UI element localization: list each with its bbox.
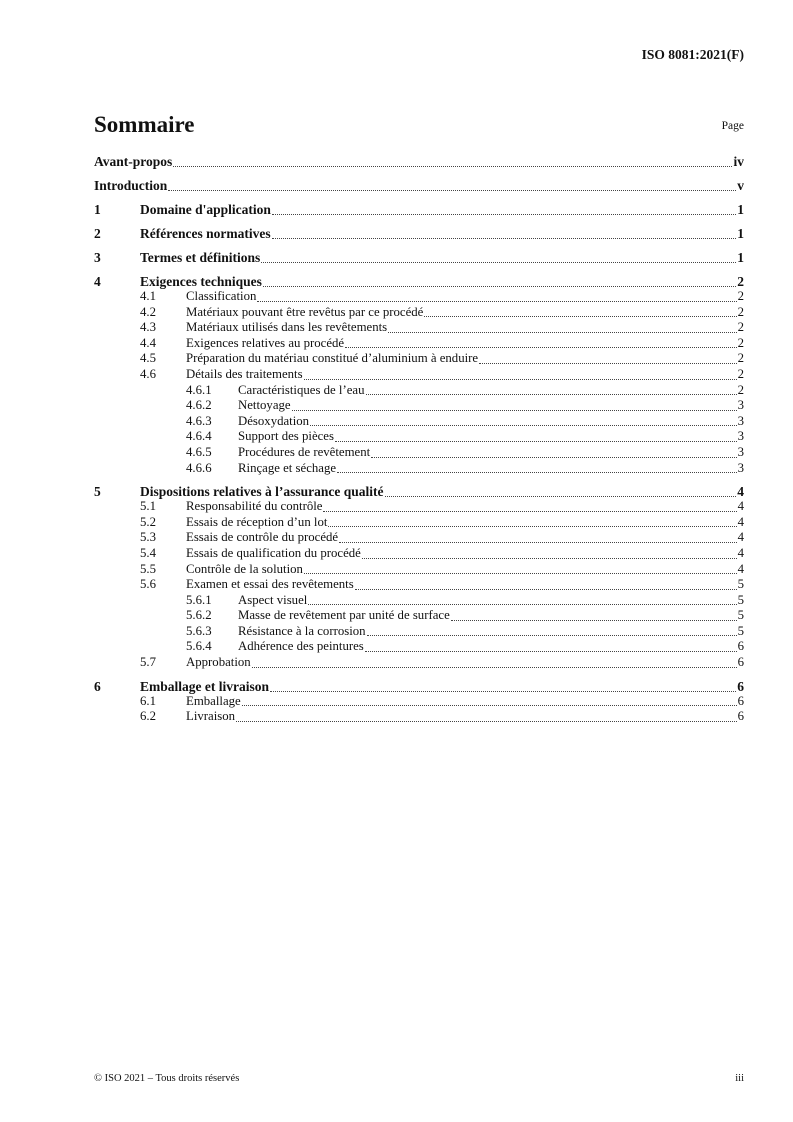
toc-entry-title: Responsabilité du contrôle xyxy=(186,499,323,514)
toc-entry[interactable] xyxy=(94,694,744,710)
dot-leader xyxy=(236,720,737,722)
toc-entry-page: 1 xyxy=(737,250,744,265)
toc-entry[interactable] xyxy=(94,266,744,290)
toc-entry-page: 4 xyxy=(737,484,744,500)
toc-entry-title: Emballage xyxy=(186,693,241,708)
dot-leader xyxy=(242,704,737,706)
document-id: ISO 8081:2021(F) xyxy=(641,47,744,62)
toc-entry[interactable] xyxy=(94,499,744,515)
dot-leader xyxy=(337,471,737,473)
toc-entry-number: 4.6 xyxy=(140,366,156,381)
toc-entry[interactable] xyxy=(94,461,744,477)
toc-entry-title: Rinçage et séchage xyxy=(238,460,337,475)
toc-entry-page: 4 xyxy=(737,561,744,576)
toc-entry[interactable] xyxy=(94,476,744,500)
toc-entry-page: 3 xyxy=(737,460,744,475)
toc-entry-page: 4 xyxy=(737,545,744,560)
dot-leader xyxy=(270,690,736,692)
footer-page-number: iii xyxy=(735,1073,744,1084)
dot-leader xyxy=(365,650,737,652)
dot-leader xyxy=(304,572,737,574)
toc-entry-number: 5.6 xyxy=(140,577,156,592)
dot-leader xyxy=(479,362,736,364)
toc-entry-page: 3 xyxy=(737,398,744,413)
toc-entry-page: 4 xyxy=(737,530,744,545)
toc-entry[interactable] xyxy=(94,639,744,655)
toc-entry-page: 2 xyxy=(737,366,744,381)
toc-entry-title: Désoxydation xyxy=(238,413,310,428)
toc-entry-title: Emballage et livraison xyxy=(140,678,269,694)
toc-entry-title: Matériaux pouvant être revêtus par ce procédé xyxy=(186,304,424,319)
toc-entry-page: 5 xyxy=(737,577,744,592)
toc-entry-page: 1 xyxy=(737,226,744,241)
toc-entry-title: Détails des traitements xyxy=(186,366,303,381)
toc-entry-title: Matériaux utilisés dans les revêtements xyxy=(186,320,388,335)
toc-entry-title: Références normatives xyxy=(140,226,271,241)
dot-leader xyxy=(261,261,736,263)
toc-entry-number: 4.1 xyxy=(140,289,156,303)
dot-leader xyxy=(304,378,737,380)
toc-entry[interactable] xyxy=(94,624,744,640)
toc-entry-page: 2 xyxy=(737,351,744,366)
toc-entry-number: 5.2 xyxy=(140,514,156,529)
dot-leader xyxy=(388,331,736,333)
toc-entry-page: 5 xyxy=(737,608,744,623)
dot-leader xyxy=(366,393,737,395)
toc-entry-title: Essais de contrôle du procédé xyxy=(186,530,339,545)
toc-entry-number: 5.3 xyxy=(140,530,156,545)
toc-entry-number: 2 xyxy=(94,226,101,241)
toc-entry-number: 4.6.3 xyxy=(186,413,212,428)
toc-entry-page: 2 xyxy=(737,304,744,319)
toc-entry[interactable] xyxy=(94,305,744,321)
dot-leader xyxy=(292,409,737,411)
toc-entry-page: 6 xyxy=(737,678,744,694)
toc-entry-page: 4 xyxy=(737,499,744,514)
toc-entry[interactable] xyxy=(94,218,744,242)
dot-leader xyxy=(263,285,736,287)
toc-entry-title: Introduction xyxy=(94,178,168,193)
toc-entry[interactable] xyxy=(94,530,744,546)
toc-entry-page: 1 xyxy=(737,202,744,217)
toc-entry-number: 5 xyxy=(94,484,101,500)
toc-entry-title: Dispositions relatives à l’assurance qualité xyxy=(140,484,384,500)
dot-leader xyxy=(272,213,736,215)
dot-leader xyxy=(385,495,737,497)
toc-entry-page: 2 xyxy=(737,274,744,289)
dot-leader xyxy=(168,189,736,191)
toc-entry-number: 4.5 xyxy=(140,351,156,366)
dot-leader xyxy=(173,165,732,167)
toc-entry-title: Livraison xyxy=(186,709,236,724)
toc-entry-title: Préparation du matériau constitué d’aluminium à enduire xyxy=(186,351,479,366)
toc-entry-title: Nettoyage xyxy=(238,398,291,413)
toc-entry-number: 5.1 xyxy=(140,499,156,514)
toc-entry-title: Approbation xyxy=(186,655,251,670)
dot-leader xyxy=(310,424,737,426)
dot-leader xyxy=(367,634,737,636)
toc-entry-number: 4.4 xyxy=(140,335,156,350)
toc-entry-page: 6 xyxy=(737,639,744,654)
toc-entry-title: Exigences relatives au procédé xyxy=(186,335,345,350)
toc-entry[interactable] xyxy=(94,398,744,414)
toc-entry-title: Aspect visuel xyxy=(238,592,308,607)
toc-entry-title: Résistance à la corrosion xyxy=(238,623,366,638)
toc-entry[interactable] xyxy=(94,351,744,367)
toc-entry-page: 6 xyxy=(737,709,744,724)
toc-entry-number: 4.6.1 xyxy=(186,382,212,397)
dot-leader xyxy=(362,557,737,559)
toc-entry-title: Essais de réception d’un lot xyxy=(186,514,328,529)
toc-entry[interactable] xyxy=(94,546,744,562)
toc-entry-page: 3 xyxy=(737,429,744,444)
dot-leader xyxy=(424,315,736,317)
dot-leader xyxy=(257,300,736,302)
toc-entry-page: 3 xyxy=(737,413,744,428)
toc-entry-title: Procédures de revêtement xyxy=(238,444,371,459)
toc-entry[interactable] xyxy=(94,289,744,305)
toc-entry-number: 5.4 xyxy=(140,545,156,560)
toc-entry-title: Support des pièces xyxy=(238,429,334,444)
dot-leader xyxy=(355,588,737,590)
toc-entry-number: 4 xyxy=(94,274,101,289)
dot-leader xyxy=(345,346,736,348)
toc-entry-number: 4.2 xyxy=(140,304,156,319)
table-of-contents xyxy=(94,153,744,725)
dot-leader xyxy=(339,541,737,543)
toc-entry[interactable] xyxy=(94,170,744,194)
toc-entry-number: 5.7 xyxy=(140,655,156,670)
toc-entry-page: iv xyxy=(733,154,744,169)
toc-entry-page: 3 xyxy=(737,444,744,459)
toc-entry[interactable] xyxy=(94,562,744,578)
toc-entry-number: 6.2 xyxy=(140,709,156,724)
dot-leader xyxy=(323,510,736,512)
toc-entry[interactable] xyxy=(94,367,744,383)
toc-entry[interactable] xyxy=(94,671,744,695)
toc-entry-number: 5.6.3 xyxy=(186,623,212,638)
toc-entry-page: 2 xyxy=(737,320,744,335)
toc-entry-page: 2 xyxy=(737,335,744,350)
toc-entry-page: 5 xyxy=(737,623,744,638)
toc-entry-title: Essais de qualification du procédé xyxy=(186,545,361,560)
dot-leader xyxy=(328,525,736,527)
toc-entry-number: 4.6.4 xyxy=(186,429,212,444)
toc-entry[interactable] xyxy=(94,709,744,725)
page-column-label: Page xyxy=(721,120,744,132)
toc-entry[interactable] xyxy=(94,515,744,531)
dot-leader xyxy=(252,666,737,668)
page-title: Sommaire xyxy=(94,112,195,137)
toc-entry-page: 6 xyxy=(737,693,744,708)
toc-entry-title: Termes et définitions xyxy=(140,250,261,265)
toc-entry[interactable] xyxy=(94,608,744,624)
toc-entry-number: 4.6.2 xyxy=(186,398,212,413)
toc-entry[interactable] xyxy=(94,153,744,170)
toc-entry[interactable] xyxy=(94,655,744,671)
toc-entry[interactable] xyxy=(94,320,744,336)
toc-entry-page: 2 xyxy=(737,382,744,397)
toc-entry-number: 5.6.2 xyxy=(186,608,212,623)
dot-leader xyxy=(371,456,736,458)
toc-entry-page: v xyxy=(737,178,744,193)
toc-entry-number: 1 xyxy=(94,202,101,217)
toc-entry-number: 5.5 xyxy=(140,561,156,576)
toc-entry-title: Classification xyxy=(186,289,257,303)
toc-entry[interactable] xyxy=(94,593,744,609)
toc-entry[interactable] xyxy=(94,445,744,461)
toc-entry[interactable] xyxy=(94,429,744,445)
footer-copyright: © ISO 2021 – Tous droits réservés xyxy=(94,1073,240,1084)
toc-entry-number: 6.1 xyxy=(140,693,156,708)
toc-entry-page: 2 xyxy=(737,289,744,303)
toc-entry-number: 4.3 xyxy=(140,320,156,335)
toc-entry-number: 3 xyxy=(94,250,101,265)
toc-entry[interactable] xyxy=(94,194,744,218)
toc-entry-page: 4 xyxy=(737,514,744,529)
toc-entry[interactable] xyxy=(94,577,744,593)
toc-entry-title: Adhérence des peintures xyxy=(238,639,364,654)
toc-entry-title: Avant-propos xyxy=(94,154,173,169)
toc-entry[interactable] xyxy=(94,336,744,352)
toc-entry[interactable] xyxy=(94,414,744,430)
toc-entry-title: Contrôle de la solution xyxy=(186,561,303,576)
dot-leader xyxy=(335,440,737,442)
toc-entry-number: 5.6.4 xyxy=(186,639,212,654)
toc-entry[interactable] xyxy=(94,383,744,399)
toc-entry-page: 6 xyxy=(737,655,744,670)
toc-entry-title: Caractéristiques de l’eau xyxy=(238,382,365,397)
toc-entry[interactable] xyxy=(94,242,744,266)
toc-entry-title: Exigences techniques xyxy=(140,274,262,289)
dot-leader xyxy=(272,237,737,239)
toc-entry-title: Domaine d'application xyxy=(140,202,271,217)
toc-entry-number: 4.6.5 xyxy=(186,444,212,459)
dot-leader xyxy=(451,619,737,621)
dot-leader xyxy=(308,603,736,605)
toc-entry-number: 5.6.1 xyxy=(186,592,212,607)
toc-entry-page: 5 xyxy=(737,592,744,607)
toc-entry-title: Masse de revêtement par unité de surface xyxy=(238,608,450,623)
toc-entry-title: Examen et essai des revêtements xyxy=(186,577,354,592)
toc-entry-number: 4.6.6 xyxy=(186,460,212,475)
toc-entry-number: 6 xyxy=(94,678,101,694)
